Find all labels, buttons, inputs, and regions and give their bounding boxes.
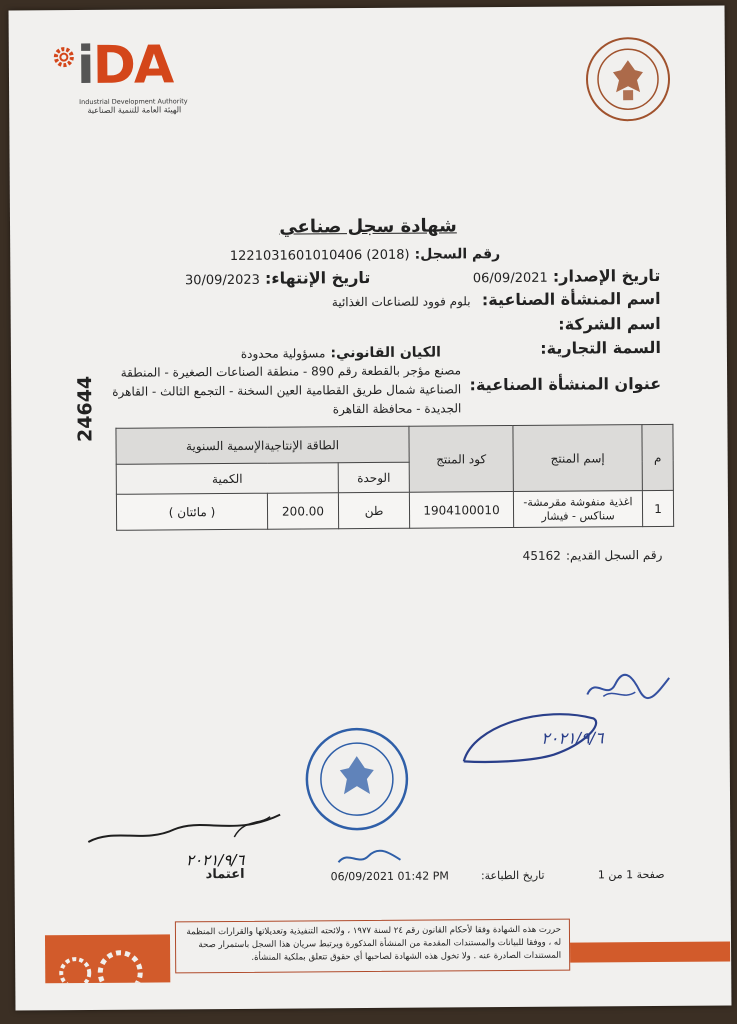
gear-icon xyxy=(61,959,89,983)
old-registry-row xyxy=(452,544,662,564)
ida-english-name: Industrial Development Authority xyxy=(79,97,188,107)
col-header-product-name: إسم المنتج xyxy=(513,425,642,492)
cell-num: 1 xyxy=(642,490,673,526)
address-value xyxy=(101,361,461,421)
legal-entity-value: مسؤولية محدودة xyxy=(240,346,326,361)
ministry-seal xyxy=(585,36,672,123)
cell-product-name: اغذية منفوشة مقرمشة- سناكس - فيشار xyxy=(513,491,642,528)
address-line: الجديدة - محافظة القاهرة xyxy=(332,401,462,417)
company-name-label: اسم الشركة: xyxy=(558,313,661,334)
col-header-unit: الوحدة xyxy=(338,462,409,492)
ida-logo xyxy=(51,35,202,130)
certificate-title: شهادة سجل صناعي xyxy=(279,215,457,238)
old-registry-value: 45162 xyxy=(522,548,561,563)
page-number: صفحة 1 من 1 xyxy=(597,867,665,882)
footer-gear-banner xyxy=(45,934,170,983)
facility-name-label: اسم المنشأة الصناعية: xyxy=(481,288,661,310)
table-header-row xyxy=(116,424,673,464)
legal-entity-row xyxy=(161,342,441,363)
handwritten-signature xyxy=(583,666,673,707)
facility-name-value: بلوم فوود للصناعات الغذائية xyxy=(331,294,471,310)
expiry-date-row xyxy=(160,268,370,288)
table-row xyxy=(116,490,673,530)
issue-date-label: تاريخ الإصدار: xyxy=(552,265,661,286)
trade-name-label: السمة التجارية: xyxy=(540,337,661,358)
registry-label: رقم السجل: xyxy=(414,246,501,263)
side-serial-number: 24644 xyxy=(74,375,97,443)
approval-signature xyxy=(84,807,284,848)
cell-unit: طن xyxy=(338,492,409,528)
address-label: عنوان المنشأة الصناعية: xyxy=(469,373,662,395)
registry-value: 1221031601010406 (2018) xyxy=(229,247,410,264)
cell-quantity-words: ( مائتان ) xyxy=(116,493,267,530)
print-date-value: 06/09/2021 01:42 PM xyxy=(330,869,449,884)
col-header-product-code: كود المنتج xyxy=(409,426,513,493)
cell-product-code: 1904100010 xyxy=(409,491,513,528)
ida-arabic-name: الهيئة العامة للتنمية الصناعية xyxy=(87,105,182,115)
footer-bar xyxy=(570,941,730,962)
products-table xyxy=(115,424,674,531)
expiry-date-label: تاريخ الإنتهاء: xyxy=(264,267,371,288)
eagle-emblem-icon xyxy=(340,756,374,794)
authority-stamp xyxy=(304,726,411,833)
reviewer-date: ٢٠٢١/٩/٦ xyxy=(541,728,604,748)
handwritten-note xyxy=(334,846,404,870)
eagle-emblem-icon xyxy=(613,60,643,92)
print-date-label: تاريخ الطباعة: xyxy=(480,868,545,883)
col-header-num: م xyxy=(642,424,673,490)
certificate-paper xyxy=(9,6,732,1011)
col-header-quantity: الكمية xyxy=(116,463,338,495)
cell-quantity-number: 200.00 xyxy=(267,493,338,529)
address-line: الصناعية شمال طريق القطامية العين السخنة - التجمع الثالث - القاهرة xyxy=(112,382,462,399)
col-header-capacity: الطاقة الإنتاجيةالإسمية السنوية xyxy=(116,426,409,464)
legal-entity-label: الكيان القانوني: xyxy=(330,344,441,362)
gear-icon xyxy=(51,44,77,70)
approval-date: ٢٠٢١/٩/٦ xyxy=(185,850,245,870)
registry-number-row xyxy=(210,243,500,264)
issue-date-row xyxy=(430,266,660,287)
approval-label: اعتماد xyxy=(205,866,245,883)
issue-date-value: 06/09/2021 xyxy=(472,270,548,287)
gear-icon xyxy=(100,953,140,984)
expiry-date-value: 30/09/2023 xyxy=(184,272,260,289)
ida-logo-letters: iDA xyxy=(76,35,173,97)
old-registry-label: رقم السجل القديم: xyxy=(565,547,663,563)
address-line: مصنع مؤجر بالقطعة رقم 890 - منطقة الصناعات الصغيرة - المنطقة xyxy=(120,363,462,380)
footer-legal-note: حررت هذه الشهادة وفقا لأحكام القانون رقم ٢٤ لسنة ١٩٧٧ ، ولائحته التنفيذية وتعديلاتها والقرارات المنظمة له ، ووفقا للبيانات والمستندات المقدمة من المنشأة المذكورة ويرتبط سريان هذا السجل باستمرار صحة المستندات الصادرة عنه . ولا تخول هذه الشهادة لصاحبها أي حقوق تتعلق بملكية المنشأة. xyxy=(175,919,570,974)
